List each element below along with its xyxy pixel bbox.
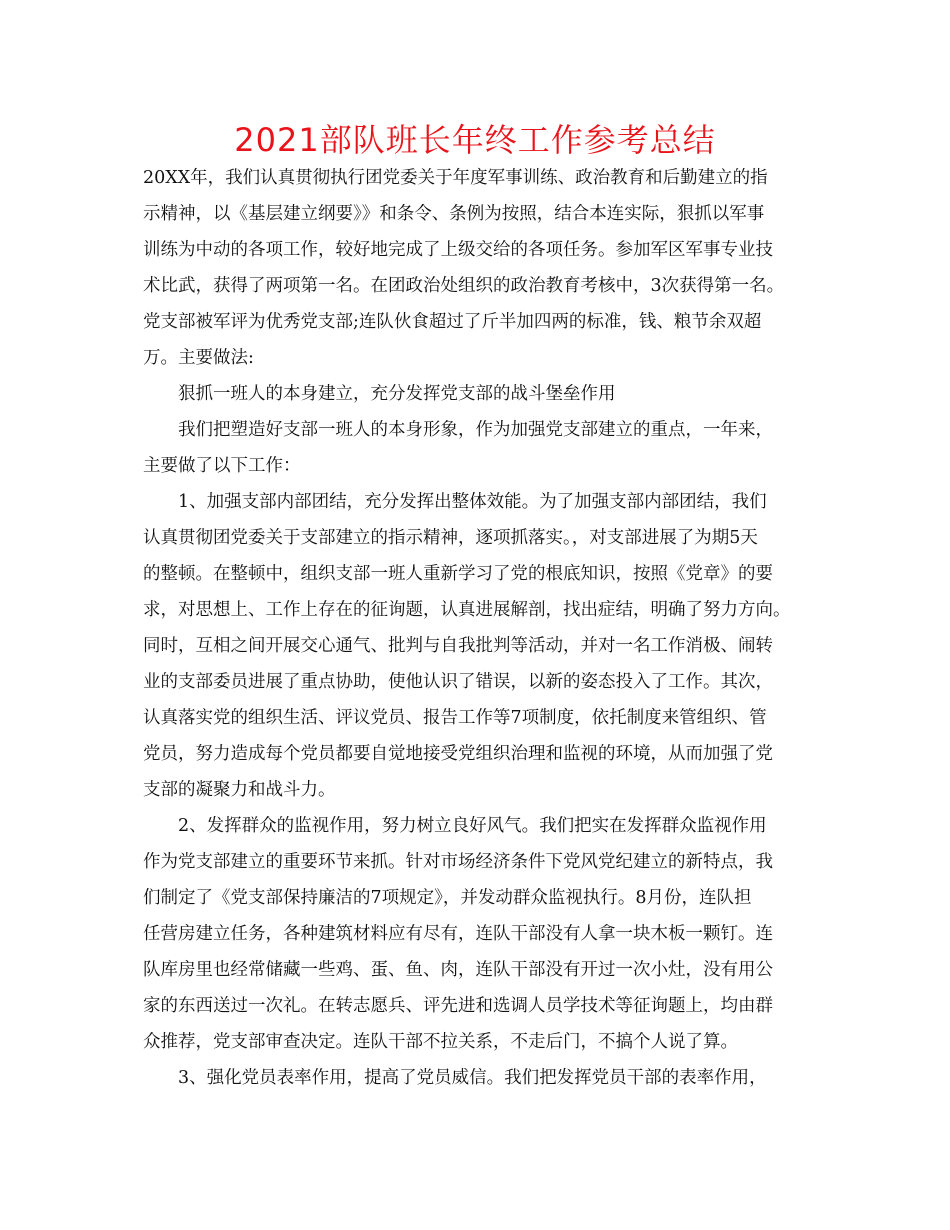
body-line: 家的东西送过一次礼。在转志愿兵、评先进和选调人员学技术等征询题上，均由群 [143,996,773,1016]
body-line: 认真落实党的组织生活、评议党员、报告工作等7项制度，依托制度来管组织、管 [143,708,767,728]
body-line: 作为党支部建立的重要环节来抓。针对市场经济条件下党风党纪建立的新特点，我 [143,852,773,872]
body-line: 队库房里也经常储藏一些鸡、蛋、鱼、肉，连队干部没有开过一次小灶，没有用公 [143,960,773,980]
body-line: 示精神，以《基层建立纲要》》和条令、条例为按照，结合本连实际，狠抓以军事 [143,204,765,224]
body-line: 党员，努力造成每个党员都要自觉地接受党组织治理和监视的环境，从而加强了党 [143,744,773,764]
body-line: 的整顿。在整顿中，组织支部一班人重新学习了党的根底知识，按照《党章》的要 [143,564,773,584]
document-body [143,160,823,1096]
body-line: 支部的凝聚力和战斗力。 [143,780,336,800]
body-line: 3、强化党员表率作用，提高了党员威信。我们把发挥党员干部的表率作用， [178,1068,767,1088]
body-line: 狠抓一班人的本身建立，充分发挥党支部的战斗堡垒作用 [178,384,616,404]
body-line: 训练为中动的各项工作，较好地完成了上级交给的各项任务。参加军区军事专业技 [143,240,773,260]
body-line: 2、发挥群众的监视作用，努力树立良好风气。我们把实在发挥群众监视作用 [178,816,767,836]
body-line: 党支部被军评为优秀党支部;连队伙食超过了斤半加四两的标准，钱、粮节余双超 [143,312,762,332]
document-title: 2021部队班长年终工作参考总结 [234,121,716,159]
body-line: 业的支部委员进展了重点协助，使他认识了错误，以新的姿态投入了工作。其次， [143,672,773,692]
body-line: 任营房建立任务，各种建筑材料应有尽有，连队干部没有人拿一块木板一颗钉。连 [143,924,773,944]
body-line: 我们把塑造好支部一班人的本身形象，作为加强党支部建立的重点，一年来， [178,420,773,440]
body-line: 认真贯彻团党委关于支部建立的指示精神，逐项抓落实。，对支部进展了为期5天 [143,528,758,548]
body-line: 同时，互相之间开展交心通气、批判与自我批判等活动，并对一名工作消极、闹转 [143,636,773,656]
body-line: 1、加强支部内部团结，充分发挥出整体效能。为了加强支部内部团结，我们 [178,492,767,512]
body-line: 术比武，获得了两项第一名。在团政治处组织的政治教育考核中，3次获得第一名。 [143,276,785,296]
body-line: 20XX年，我们认真贯彻执行团党委关于年度军事训练、政治教育和后勤建立的指 [143,168,768,188]
body-line: 万。主要做法: [143,348,254,368]
body-line: 主要做了以下工作： [143,456,301,476]
body-line: 们制定了《党支部保持廉洁的7项规定》，并发动群众监视执行。8月份，连队担 [143,888,752,908]
body-line: 求，对思想上、工作上存在的征询题，认真进展解剖，找出症结，明确了努力方向。 [143,600,791,620]
body-line: 众推荐，党支部审查决定。连队干部不拉关系，不走后门，不搞个人说了算。 [143,1032,738,1052]
